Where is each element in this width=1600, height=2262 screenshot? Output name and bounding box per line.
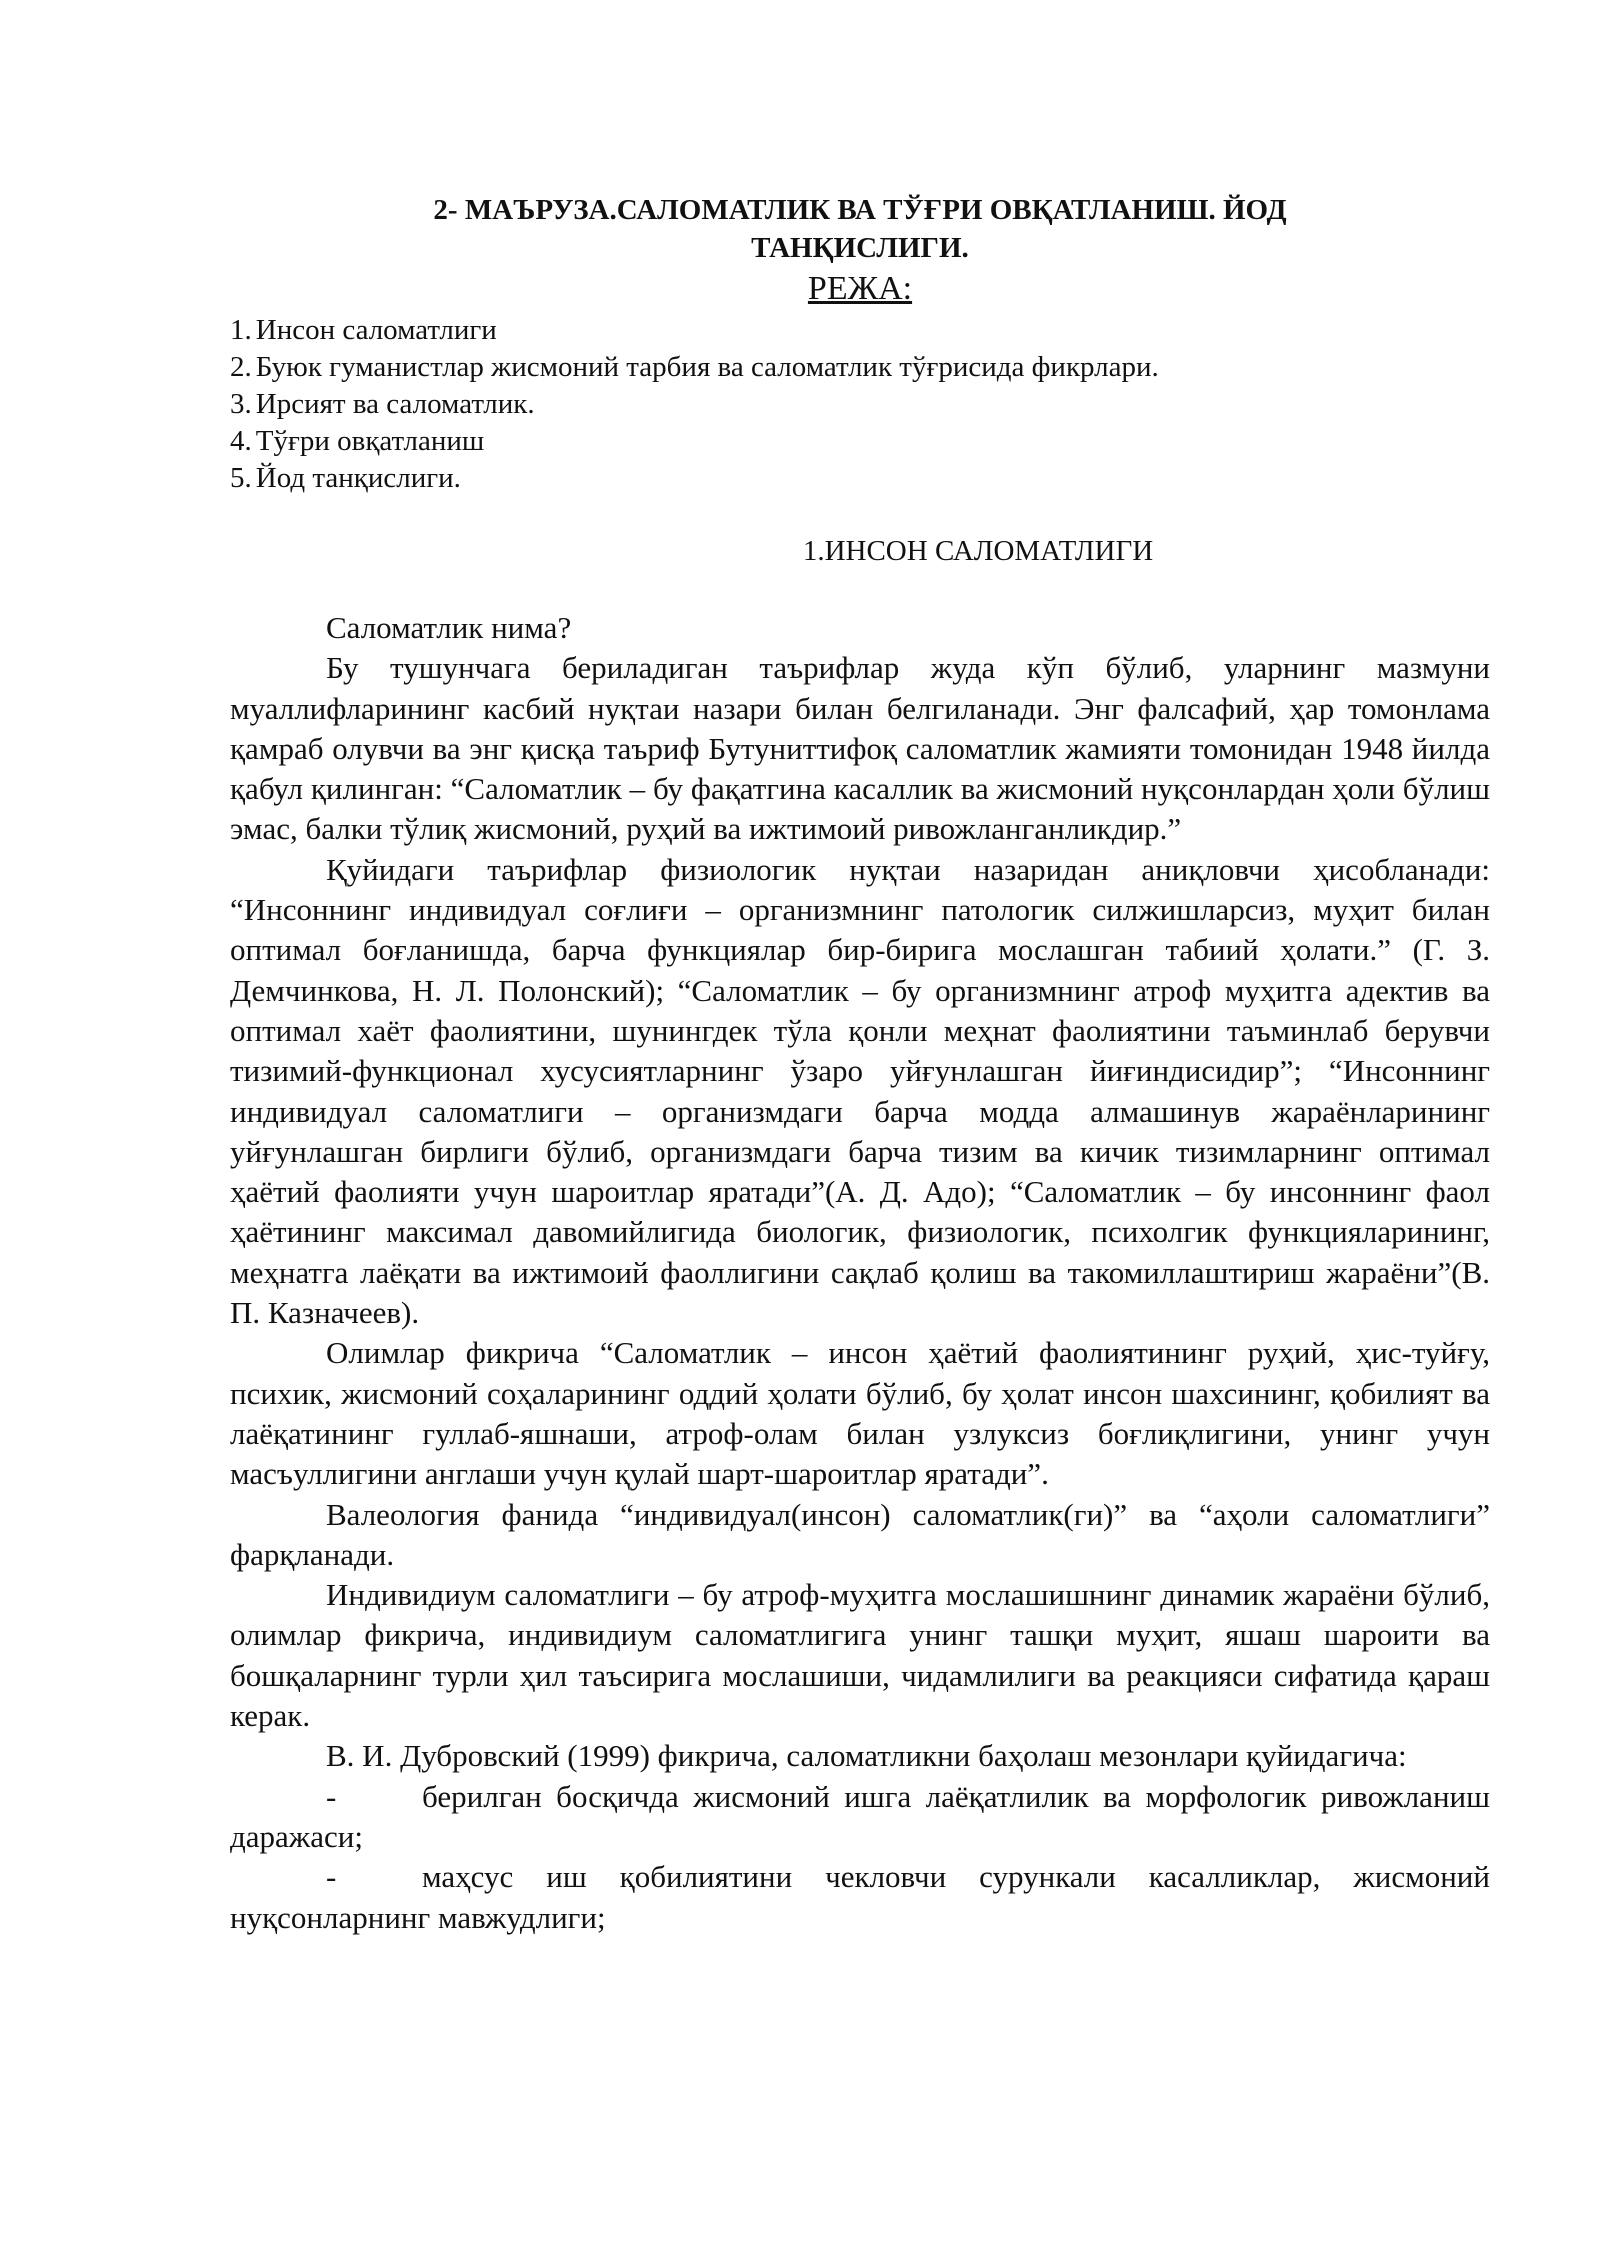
plan-item: 2. Буюк гуманистлар жисмоний тарбия ва саломатлик тўғрисида фикрлари. [230,351,1159,383]
plan-item: 1. Инсон саломатлиги [230,314,497,346]
lecture-title-line2: ТАНҚИСЛИГИ. [751,232,969,264]
paragraph: Олимлар фикрича “Саломатлик – инсон ҳаётий фаолиятининг руҳий, ҳис-туйғу, психик, жисмоний соҳаларининг оддий ҳолати бўлиб, бу ҳолат инсон шахсининг, қобилият ва лаёқатининг гуллаб-яшнаши, атроф-олам билан узлуксиз боғлиқлигини, унинг учун масъуллигини англаши учун қулай шарт-шароитлар яратади”. [230,1335,1490,1492]
lecture-title-line1: 2- МАЪРУЗА.САЛОМАТЛИК ВА ТЎҒРИ ОВҚАТЛАНИШ. ЙОД [433,194,1287,226]
bullet-dash: - [326,1859,337,1895]
plan-item: 4. Тўғри овқатланиш [230,425,485,457]
section-heading: 1.ИНСОН САЛОМАТЛИГИ [802,535,1154,567]
plan-list [230,312,1490,497]
plan-heading: РЕЖА: [807,270,913,307]
plan-item: 5. Йод танқислиги. [230,462,461,494]
paragraph: Индивидиум саломатлиги – бу атроф-муҳитга мослашишнинг динамик жараёни бўлиб, олимлар фикрича, индивидиум саломатлигига унинг ташқи муҳит, яшаш шароити ва бошқаларнинг турли ҳил таъсирига мослашиши, чидамлилиги ва реакцияси сифатида қараш керак. [230,1577,1490,1734]
plan-item: 3. Ирсият ва саломатлик. [230,388,535,420]
paragraph: В. И. Дубровский (1999) фикрича, саломатликни баҳолаш мезонлари қуйидагича: [326,1738,1407,1774]
paragraph: Қуйидаги таърифлар физиологик нуқтаи назаридан аниқловчи ҳисобланади: “Инсоннинг индивидуал соғлиғи – организмнинг патологик силжишларсиз, муҳит билан оптимал боғланишда, барча функциялар бир-бирига мослашган табиий ҳолати.” (Г. З. Демчинкова, Н. Л. Полонский); “Саломатлик – бу организмнинг атроф муҳитга адектив ва оптимал хаёт фаолиятини, шунингдек тўла қонли меҳнат фаолиятини таъминлаб берувчи тизимий-функционал хусусиятларнинг ўзаро уйғунлашган йиғиндисидир”; “Инсоннинг индивидуал саломатлиги – организмдаги барча модда алмашинув жараёнларининг уйғунлашган бирлиги бўлиб, организмдаги барча тизим ва кичик тизимларнинг оптимал ҳаётий фаолияти учун шароитлар яратади”(А. Д. Адо); “Саломатлик – бу инсоннинг фаол ҳаётининг максимал давомийлигида биологик, физиологик, психолгик функцияларининг, меҳнатга лаёқати ва ижтимоий фаоллигини сақлаб қолиш ва такомиллаштириш жараёни”(В. П. Казначеев). [230,851,1490,1331]
paragraph: Саломатлик нима? [326,610,572,645]
body-text [230,608,1490,1938]
bullet-dash: - [326,1778,337,1814]
paragraph: Валеология фанида “индивидуал(инсон) саломатлик(ги)” ва “аҳоли саломатлиги” фарқланади. [230,1496,1490,1572]
bullet-item: - маҳсус иш қобилиятини чекловчи сурункали касалликлар, жисмоний нуқсонларнинг мавжудлиги; [230,1859,1490,1935]
paragraph: Бу тушунчага бериладиган таърифлар жуда кўп бўлиб, уларнинг мазмуни муаллифларининг касбий нуқтаи назари билан белгиланади. Энг фалсафий, ҳар томонлама қамраб олувчи ва энг қисқа таъриф Бутуниттифоқ саломатлик жамияти томонидан 1948 йилда қабул қилинган: “Саломатлик – бу фақатгина касаллик ва жисмоний нуқсонлардан ҳоли бўлиш эмас, балки тўлиқ жисмоний, руҳий ва ижтимоий ривожланганликдир.” [230,650,1490,847]
bullet-item: - берилган босқичда жисмоний ишга лаёқатлилик ва морфологик ривожланиш даражаси; [230,1778,1490,1854]
